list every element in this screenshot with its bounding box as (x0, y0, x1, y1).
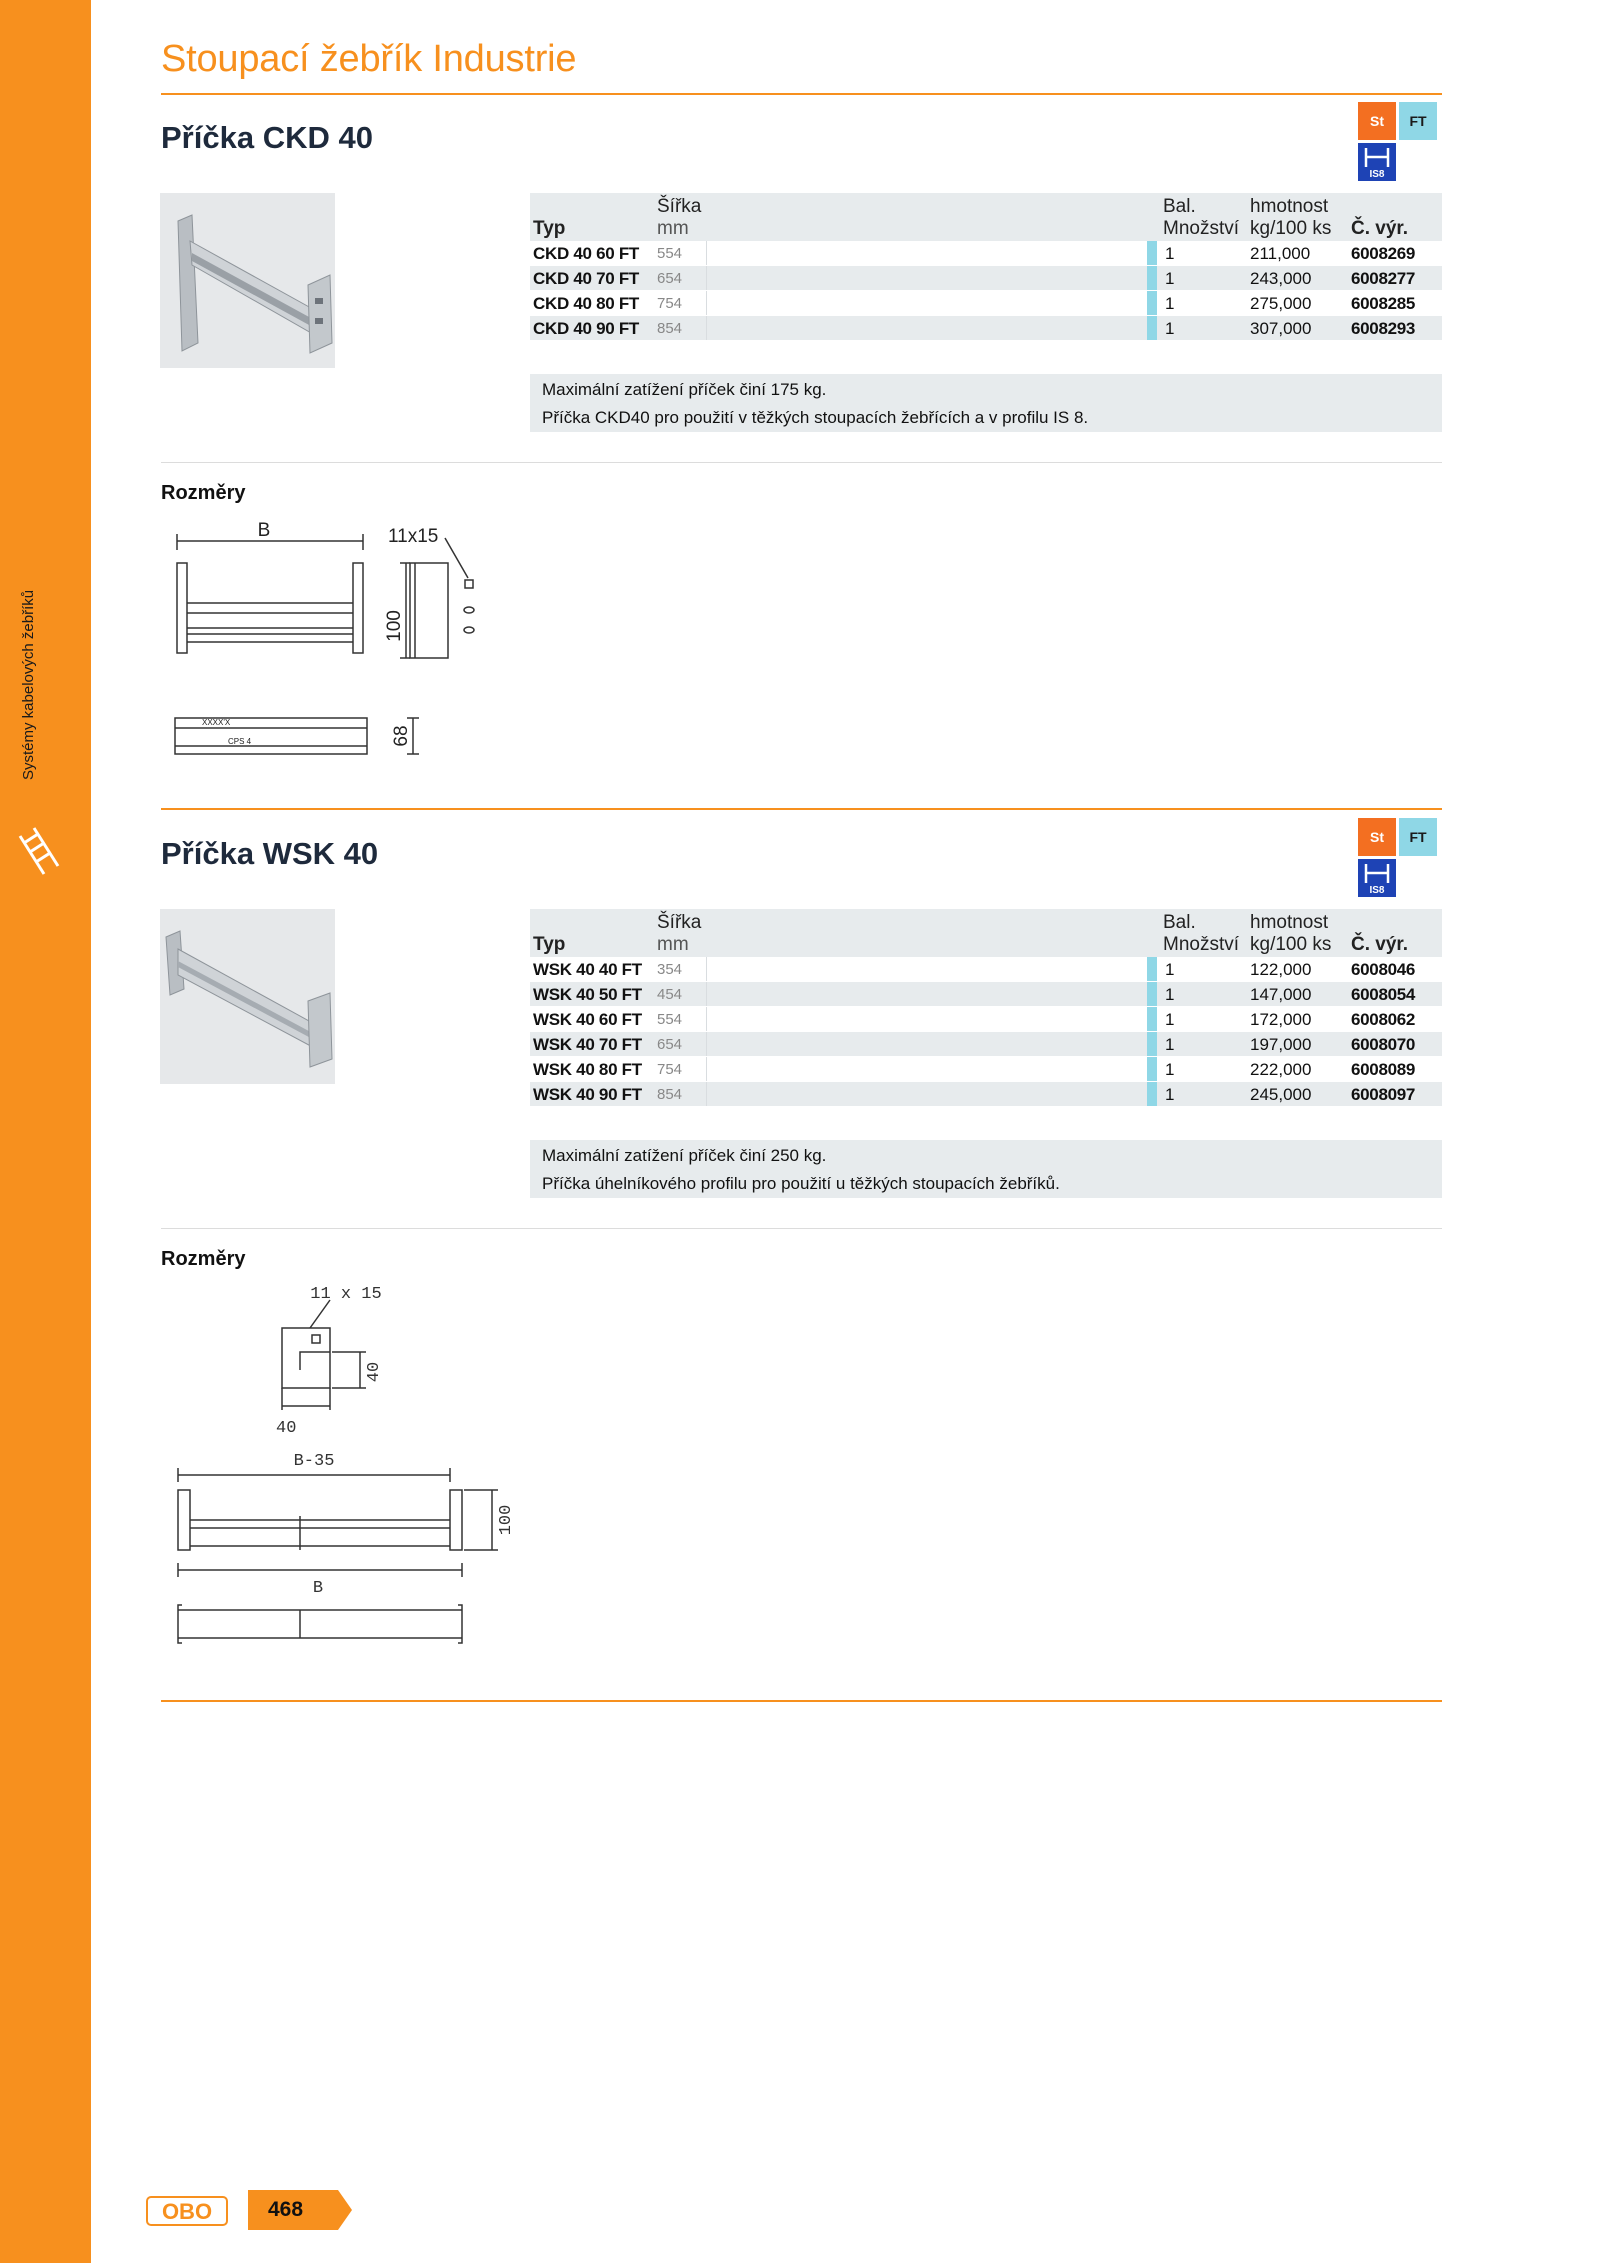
cell-article: 6008269 (1351, 244, 1416, 263)
dim-mark-2: CPS 4 (228, 737, 252, 746)
cell-weight: 275,000 (1250, 294, 1312, 313)
cell-weight: 243,000 (1250, 269, 1312, 288)
ft-stripe (1147, 291, 1157, 315)
section-title-wsk40: Příčka WSK 40 (161, 836, 379, 871)
header-rule (161, 93, 1442, 95)
dim-label-b: B (312, 1579, 324, 1598)
ft-stripe (1147, 957, 1157, 981)
is8-profile-icon: IS8 (1358, 859, 1396, 897)
cell-typ: WSK 40 90 FT (533, 1085, 642, 1104)
cell-qty: 1 (1165, 985, 1175, 1004)
table-row (530, 1007, 1442, 1032)
dim-label-hole: 11 x 15 (310, 1285, 382, 1304)
cell-article: 6008054 (1351, 985, 1416, 1004)
product-table-wsk40 (530, 909, 1442, 1107)
dim-label-h40: 40 (365, 1361, 384, 1383)
cell-typ: CKD 40 70 FT (533, 269, 639, 288)
table-row (530, 1032, 1442, 1057)
obo-logo (146, 2196, 228, 2226)
cell-article: 6008062 (1351, 1010, 1416, 1029)
cell-weight: 245,000 (1250, 1085, 1312, 1104)
material-badge-st: St (1358, 818, 1396, 856)
cell-width: 554 (657, 1011, 683, 1028)
cell-typ: CKD 40 60 FT (533, 244, 639, 263)
dim-label-b: B (257, 520, 271, 541)
cell-width: 754 (657, 1061, 683, 1078)
cell-width: 454 (657, 986, 683, 1003)
cell-weight: 122,000 (1250, 960, 1312, 979)
cell-article: 6008097 (1351, 1085, 1416, 1104)
table-row (530, 957, 1442, 982)
cell-width: 854 (657, 1086, 683, 1103)
ft-stripe (1147, 266, 1157, 290)
cell-typ: WSK 40 70 FT (533, 1035, 642, 1054)
ft-stripe (1147, 1007, 1157, 1031)
section-title-ckd40: Příčka CKD 40 (161, 120, 373, 155)
table-header (530, 909, 1442, 957)
dim-label-height: 100 (384, 610, 405, 642)
cell-weight: 172,000 (1250, 1010, 1312, 1029)
cell-weight: 222,000 (1250, 1060, 1312, 1079)
cell-weight: 147,000 (1250, 985, 1312, 1004)
cell-weight: 211,000 (1250, 244, 1311, 263)
col-width-label: Šířka (657, 196, 702, 217)
product-photo-wsk40 (160, 909, 335, 1084)
cell-typ: CKD 40 90 FT (533, 319, 639, 338)
cell-qty: 1 (1165, 1085, 1175, 1104)
col-weight-label: hmotnost (1250, 196, 1329, 217)
col-width-unit: mm (657, 218, 689, 239)
dimension-drawing-wsk40 (160, 1280, 520, 1660)
cell-width: 654 (657, 1036, 683, 1053)
cell-qty: 1 (1165, 319, 1175, 338)
cell-width: 354 (657, 961, 683, 978)
table-row (530, 982, 1442, 1007)
col-weight-label: hmotnost (1250, 912, 1329, 933)
cell-article: 6008293 (1351, 319, 1416, 338)
table-row (530, 1082, 1442, 1107)
ladder-icon (14, 822, 62, 880)
dim-label-depth: 68 (391, 725, 412, 747)
cell-article: 6008046 (1351, 960, 1416, 979)
ft-stripe (1147, 1057, 1157, 1081)
dimension-drawing-ckd40 (160, 518, 500, 768)
cell-typ: WSK 40 80 FT (533, 1060, 642, 1079)
notes-box-wsk40 (530, 1140, 1442, 1198)
divider (161, 1228, 1442, 1229)
col-typ: Typ (533, 934, 566, 955)
side-bar (0, 0, 91, 2263)
table-header (530, 193, 1442, 241)
material-badge-st: St (1358, 102, 1396, 140)
section-rule (161, 808, 1442, 810)
page-title: Stoupací žebřík Industrie (161, 38, 577, 80)
cell-typ: CKD 40 80 FT (533, 294, 639, 313)
dimensions-title: Rozměry (161, 1248, 246, 1270)
col-pack-label: Bal. (1163, 912, 1196, 933)
col-weight-unit: kg/100 ks (1250, 218, 1332, 239)
col-typ: Typ (533, 218, 566, 239)
note-line: Maximální zatížení příček činí 250 kg. (542, 1146, 827, 1165)
table-row (530, 316, 1442, 341)
dimensions-title: Rozměry (161, 482, 246, 504)
cell-qty: 1 (1165, 269, 1175, 288)
col-article: Č. výr. (1351, 218, 1409, 239)
cell-qty: 1 (1165, 960, 1175, 979)
material-badge-ft: FT (1399, 818, 1437, 856)
cell-qty: 1 (1165, 1035, 1175, 1054)
table-row (530, 1057, 1442, 1082)
material-badge-ft: FT (1399, 102, 1437, 140)
cell-typ: WSK 40 60 FT (533, 1010, 642, 1029)
col-pack-unit: Množství (1163, 934, 1240, 955)
ft-stripe (1147, 1082, 1157, 1106)
table-row (530, 266, 1442, 291)
cell-width: 754 (657, 295, 683, 312)
cell-article: 6008089 (1351, 1060, 1416, 1079)
cell-article: 6008070 (1351, 1035, 1416, 1054)
dim-label-hole: 11x15 (388, 526, 439, 547)
side-label: Systémy kabelových žebříků (20, 589, 37, 780)
col-pack-label: Bal. (1163, 196, 1196, 217)
divider (161, 462, 1442, 463)
col-pack-unit: Množství (1163, 218, 1240, 239)
cell-article: 6008285 (1351, 294, 1416, 313)
cell-width: 854 (657, 320, 683, 337)
ft-stripe (1147, 982, 1157, 1006)
dim-label-b35: B-35 (293, 1452, 335, 1471)
section-rule (161, 1700, 1442, 1702)
cell-typ: WSK 40 50 FT (533, 985, 642, 1004)
table-row (530, 241, 1442, 266)
ft-stripe (1147, 1032, 1157, 1056)
cell-article: 6008277 (1351, 269, 1416, 288)
product-table-ckd40 (530, 193, 1442, 341)
table-row (530, 291, 1442, 316)
cell-qty: 1 (1165, 1010, 1175, 1029)
col-weight-unit: kg/100 ks (1250, 934, 1332, 955)
note-line: Příčka úhelníkového profilu pro použití u těžkých stoupacích žebříků. (542, 1174, 1060, 1193)
cell-qty: 1 (1165, 244, 1175, 263)
is8-profile-icon: IS8 (1358, 143, 1396, 181)
col-article: Č. výr. (1351, 934, 1409, 955)
cell-weight: 307,000 (1250, 319, 1312, 338)
svg-text:OBO: OBO (161, 2199, 213, 2224)
cell-typ: WSK 40 40 FT (533, 960, 642, 979)
note-line: Maximální zatížení příček činí 175 kg. (542, 380, 827, 399)
cell-width: 654 (657, 270, 683, 287)
col-width-label: Šířka (657, 912, 702, 933)
cell-width: 554 (657, 245, 683, 262)
cell-weight: 197,000 (1250, 1035, 1312, 1054)
cell-qty: 1 (1165, 1060, 1175, 1079)
dim-label-w40: 40 (276, 1419, 297, 1438)
dim-mark-1: XXXX'X (202, 718, 231, 727)
notes-box-ckd40 (530, 374, 1442, 432)
product-photo-ckd40 (160, 193, 335, 368)
note-line: Příčka CKD40 pro použití v těžkých stoupacích žebřících a v profilu IS 8. (542, 408, 1089, 427)
ft-stripe (1147, 241, 1157, 265)
col-width-unit: mm (657, 934, 689, 955)
ft-stripe (1147, 316, 1157, 340)
page-number: 468 (268, 2198, 304, 2221)
cell-qty: 1 (1165, 294, 1175, 313)
dim-label-height: 100 (497, 1504, 516, 1536)
